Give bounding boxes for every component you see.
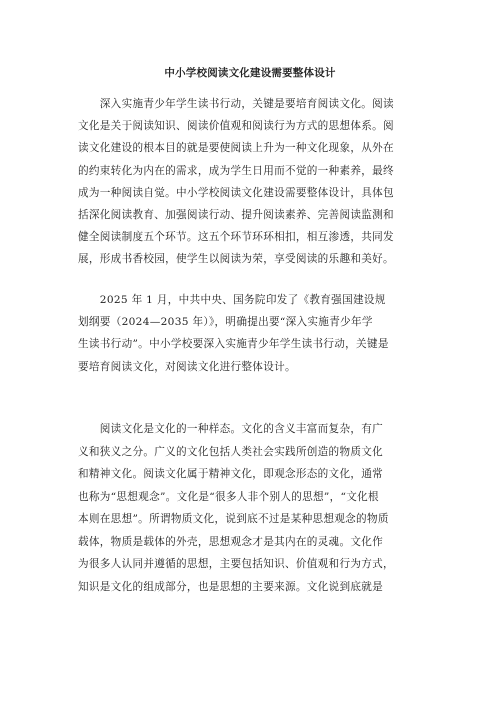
text-line: 健全阅读制度五个环节。这五个环节环环相扣，相互渗透，共同发 bbox=[78, 231, 394, 244]
text-line: 括深化阅读教育、加强阅读行动、提升阅读素养、完善阅读监测和 bbox=[78, 208, 394, 221]
text-line: 成为一种阅读自觉。中小学校阅读文化建设需要整体设计，具体包 bbox=[78, 186, 394, 199]
text-line: 2025 年 1 月，中共中央、国务院印发了《教育强国建设规 bbox=[78, 294, 386, 306]
text-line: 生读书行动”。中小学校要深入实施青少年学生读书行动，关键是 bbox=[78, 338, 389, 351]
text-line: 读文化建设的根本目的就是要使阅读上升为一种文化现象，从外在 bbox=[78, 142, 394, 155]
text-line: 深入实施青少年学生读书行动，关键是要培育阅读文化。阅读 bbox=[78, 98, 394, 110]
text-line: 划纲要（2024—2035 年）》，明确提出要“深入实施青少年学 bbox=[78, 316, 373, 329]
text-line: 义和狭义之分。广义的文化包括人类社会实践所创造的物质文化 bbox=[78, 445, 384, 458]
document-title: 中小学校阅读文化建设需要整体设计 bbox=[164, 67, 336, 79]
text-line: 和精神文化。阅读文化属于精神文化，即观念形态的文化，通常 bbox=[78, 468, 384, 480]
text-line: 的约束转化为内在的需求，成为学生日用而不觉的一种素养，最终 bbox=[78, 164, 394, 177]
text-line: 要培育阅读文化，对阅读文化进行整体设计。 bbox=[78, 360, 296, 373]
text-line: 展，形成书香校园，使学生以阅读为荣，享受阅读的乐趣和美好。 bbox=[78, 253, 394, 266]
text-line: 文化是关于阅读知识、阅读价值观和阅读行为方式的思想体系。阅 bbox=[78, 120, 394, 133]
text-line: 本则在思想”。所谓物质文化，说到底不过是某种思想观念的物质 bbox=[78, 513, 389, 525]
paragraph-3 bbox=[78, 418, 428, 598]
text-line: 也称为“思想观念”。文化是“很多人非个别人的思想”，“文化根 bbox=[78, 490, 379, 503]
text-line: 为很多人认同并遵循的思想，主要包括知识、价值观和行为方式， bbox=[78, 558, 394, 570]
text-line: 阅读文化是文化的一种样态。文化的含义丰富而复杂，有广 bbox=[78, 423, 384, 435]
paragraph-2 bbox=[78, 289, 428, 378]
paragraph-1 bbox=[78, 93, 428, 271]
text-line: 知识是文化的组成部分，也是思想的主要来源。文化说到底就是 bbox=[78, 580, 384, 593]
text-line: 载体，物质是载体的外壳，思想观念才是其内在的灵魂。文化作 bbox=[78, 535, 384, 548]
